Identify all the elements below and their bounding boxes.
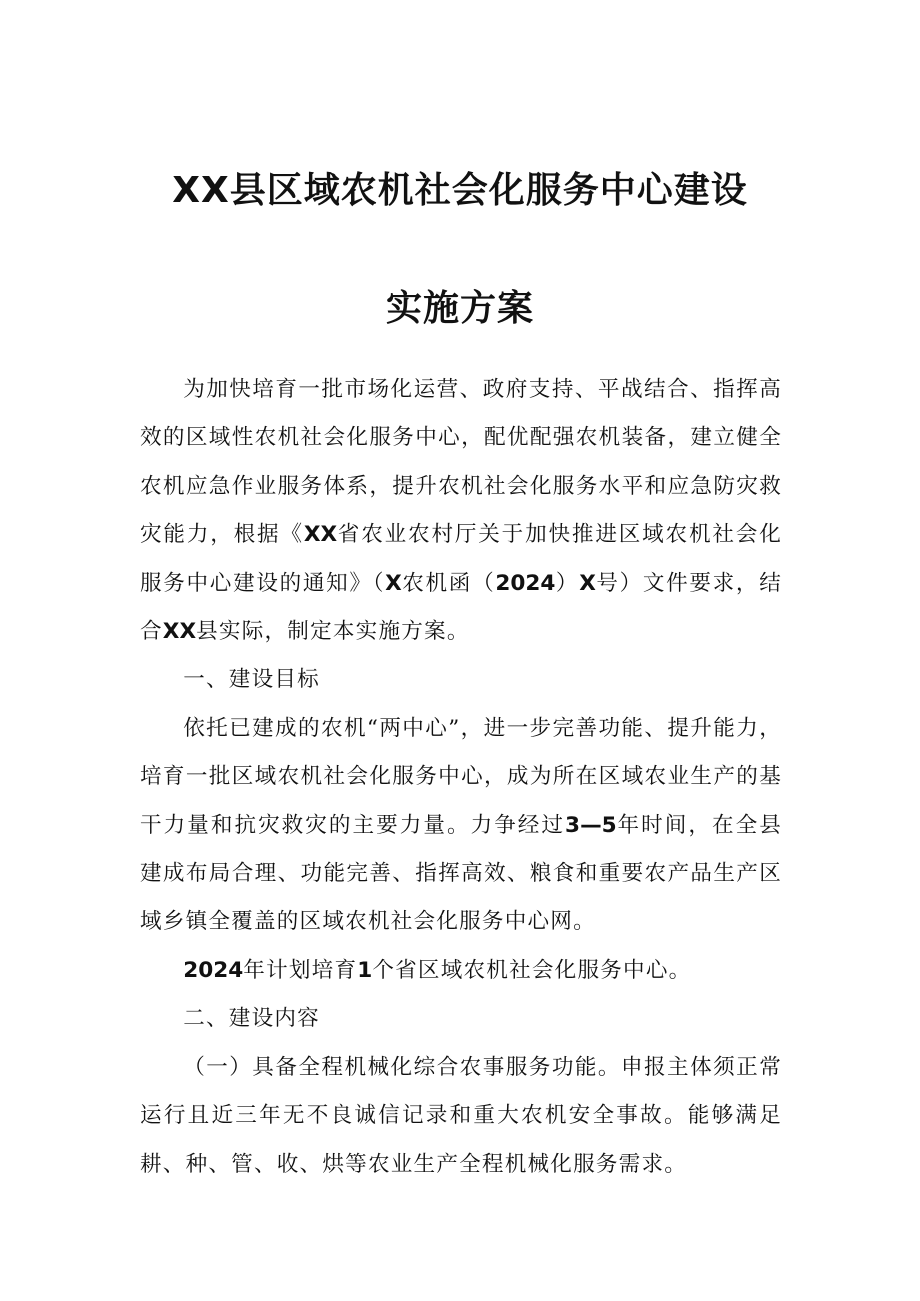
section2-item1-paragraph: （一）具备全程机械化综合农事服务功能。申报主体须正常运行且近三年无不良诚信记录和重大农机安全事故。能够满足耕、种、管、收、烘等农业生产全程机械化服务需求。: [140, 1054, 782, 1177]
intro-text-3: 农机函（: [401, 570, 496, 596]
intro-bold-4: X: [579, 570, 596, 596]
intro-text-1: 为加快培育一批市场化运营、政府支持、平战结合、指挥高效的区域性农机社会化服务中心，配优配强农机装备，建立健全农机应急作业服务体系，提升农机社会化服务水平和应急防灾救灾能力，根据《: [140, 377, 782, 548]
intro-text-4: ）: [555, 570, 580, 596]
document-title-line2: 实施方案: [385, 288, 534, 329]
intro-bold-1: XX: [303, 522, 338, 548]
plan-bold-2: 1: [357, 957, 373, 983]
plan-text-1: 年计划培育: [243, 957, 358, 983]
section1-heading: 一、建设目标: [183, 667, 320, 693]
intro-bold-5: XX: [162, 619, 197, 645]
section1-plan-paragraph: [140, 947, 782, 995]
intro-bold-2: X: [385, 570, 402, 596]
section1-paragraph: [140, 705, 782, 947]
intro-paragraph: [140, 366, 782, 656]
section1-text-2: 年时间，在全县建成布局合理、功能完善、指挥高效、粮食和重要农产品生产区域乡镇全覆盖的区域农机社会化服务中心网。: [140, 812, 782, 935]
intro-bold-3: 2024: [495, 570, 556, 596]
intro-text-2: 省农业农村厅关于加快推进区域农机社会化服务中心建设的通知》（: [140, 522, 782, 596]
plan-bold-1: 2024: [183, 957, 244, 983]
section1-text-1: 依托已建成的农机“两中心”，进一步完善功能、提升能力，培育一批区域农机社会化服务中心，成为所在区域农业生产的基干力量和抗灾救灾的主要力量。力争经过: [140, 715, 782, 838]
plan-text-2: 个省区域农机社会化服务中心。: [372, 957, 692, 983]
section1-bold-1: 3—5: [565, 812, 617, 838]
intro-text-5: 号）文件要求，结合: [140, 570, 782, 645]
section2-heading: 二、建设内容: [183, 1006, 320, 1032]
intro-text-6: 县实际，制定本实施方案。: [196, 619, 470, 645]
document-body: [140, 366, 782, 1189]
document-title-line1: XX县区域农机社会化服务中心建设: [172, 170, 748, 211]
